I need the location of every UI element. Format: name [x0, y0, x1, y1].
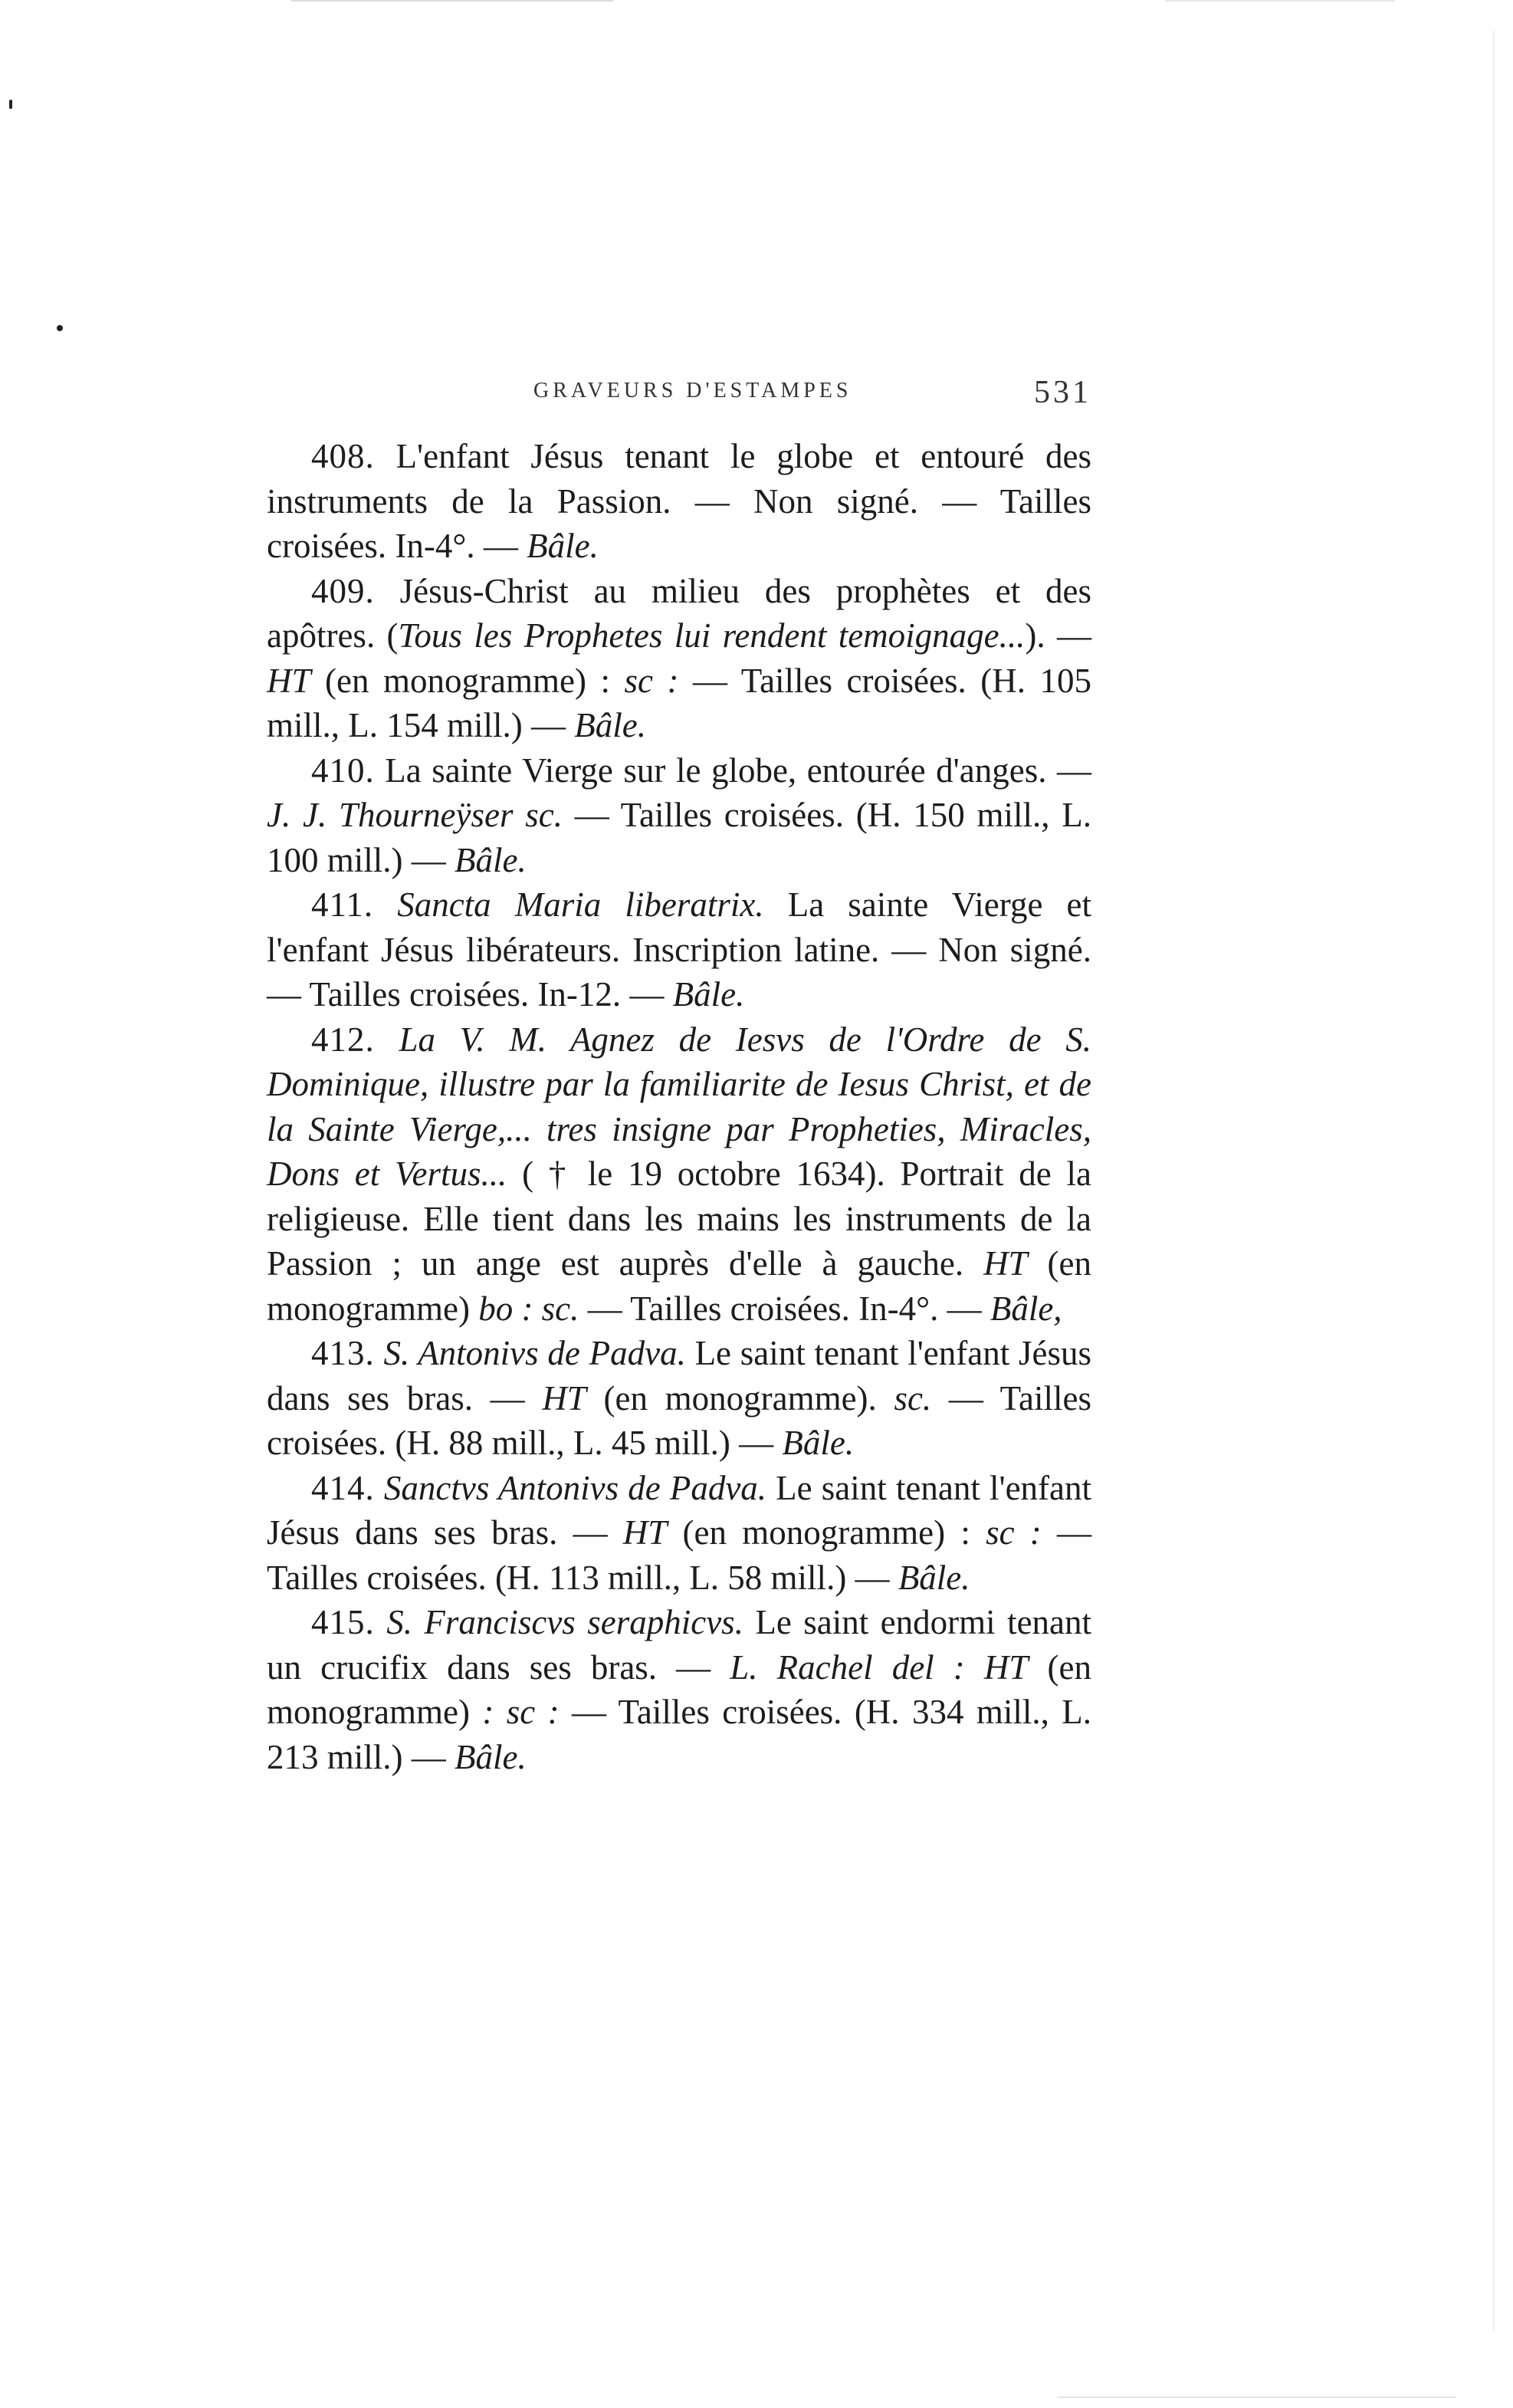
entry-number: 410.: [311, 751, 375, 790]
scan-edge-top: [291, 0, 613, 2]
entry-text: — Tailles croisées. (H. 88 mill., L. 45 mill.) —: [267, 1378, 1091, 1462]
page-number: 531: [1034, 375, 1091, 410]
entry-text: — Tailles croisées. In-4°. —: [579, 1289, 990, 1328]
entry-italic-text: Bâle,: [990, 1289, 1062, 1328]
entry-italic-text: sc.: [894, 1378, 932, 1418]
entry-number: 415.: [311, 1603, 375, 1641]
entry-italic-text: Bâle.: [672, 975, 745, 1013]
scan-edge-top-right: [1165, 0, 1395, 2]
entry-text: — Tailles croisées. (H. 150 mill., L. 100 mill.) —: [267, 796, 1091, 879]
entry-italic-text: L. Rachel del : HT: [730, 1647, 1029, 1687]
entry-text: — Tailles croisées. (H. 105 mill., L. 154 mill.) —: [267, 661, 1091, 744]
entry-italic-text: S. Franciscvs seraphicvs.: [386, 1603, 743, 1641]
entry-text: [373, 885, 397, 924]
entry-text: (en monogramme).: [586, 1378, 894, 1418]
entry-italic-text: sc :: [986, 1513, 1042, 1552]
entry-italic-text: HT: [542, 1378, 586, 1418]
catalogue-entries: [267, 434, 1091, 1779]
entry-number: 414.: [311, 1468, 375, 1507]
entry-text: (en monogramme): [267, 1244, 1091, 1328]
entry-number: 408.: [311, 437, 375, 475]
entry-number: 409.: [311, 571, 375, 610]
catalogue-entry: [267, 882, 1091, 1017]
entry-text: [375, 1020, 399, 1059]
running-head: [267, 374, 1091, 420]
entry-italic-text: La V. M. Agnez de Iesvs de l'Ordre de S. Dominique, illustre par la familiarite de Iesus Christ, et de la Sainte Vierge,... tres insigne par Propheties, Miracles, Dons et Vertus...: [267, 1020, 1091, 1193]
catalogue-entry: [267, 748, 1091, 883]
entry-number: 411.: [311, 885, 374, 924]
entry-text: La sainte Vierge sur le globe, entourée d'anges. —: [374, 751, 1091, 790]
entry-text: (en monogramme) :: [667, 1513, 986, 1552]
scan-edge-bottom: [1058, 2397, 1456, 2398]
catalogue-entry: [267, 1017, 1091, 1332]
entry-text: ( † le 19 octobre 1634). Portrait de la religieuse. Elle tient dans les mains les instruments de la Passion ; un ange est auprès d'elle à gauche.: [267, 1155, 1091, 1283]
entry-text: — Tailles croisées. (H. 334 mill., L. 213 mill.) —: [267, 1693, 1091, 1776]
entry-italic-text: Bâle.: [574, 706, 646, 744]
catalogue-entry: [267, 434, 1091, 569]
entry-number: 412.: [311, 1020, 375, 1059]
catalogue-entry: [267, 1466, 1091, 1601]
catalogue-entry: [267, 1331, 1091, 1466]
entry-italic-text: Bâle.: [455, 1737, 527, 1776]
entry-text: (en monogramme) :: [310, 661, 625, 700]
catalogue-entry: [267, 569, 1091, 748]
entry-italic-text: Bâle.: [898, 1558, 970, 1597]
entry-text: [375, 1603, 386, 1641]
entry-text: [375, 1334, 384, 1372]
entry-italic-text: HT: [983, 1244, 1028, 1283]
entry-italic-text: J. J. Thourneÿser sc.: [267, 796, 563, 834]
entry-text: Le saint endormi tenant un crucifix dans ses bras. —: [267, 1603, 1092, 1687]
entry-text: [375, 1469, 384, 1507]
entry-text: ). —: [1025, 616, 1091, 655]
entry-number: 413.: [311, 1334, 375, 1372]
entry-italic-text: Bâle.: [782, 1424, 855, 1462]
entry-italic-text: : sc :: [482, 1693, 560, 1731]
entry-text: (en monogramme): [267, 1647, 1091, 1731]
ink-speck: [57, 325, 63, 331]
catalogue-entry: [267, 1600, 1091, 1779]
entry-italic-text: Tous les Prophetes lui rendent temoignage...: [398, 616, 1026, 655]
entry-italic-text: sc :: [624, 661, 679, 700]
entry-text: Le saint tenant l'enfant Jésus dans ses bras. —: [267, 1334, 1091, 1418]
ink-speck: [9, 100, 12, 109]
entry-italic-text: HT: [267, 661, 311, 700]
entry-italic-text: Sancta Maria liberatrix.: [397, 885, 764, 924]
entry-text: Le saint tenant l'enfant Jésus dans ses bras. —: [267, 1468, 1092, 1552]
entry-text: Jésus-Christ au milieu des prophètes et des apôtres. (: [267, 571, 1091, 655]
entry-italic-text: S. Antonivs de Padva.: [383, 1334, 686, 1372]
page-title: GRAVEURS D'ESTAMPES: [533, 379, 852, 402]
entry-text: L'enfant Jésus tenant le globe et entouré des instruments de la Passion. — Non signé. — Tailles croisées. In-4°. —: [267, 437, 1091, 565]
entry-italic-text: Bâle.: [455, 840, 527, 879]
entry-italic-text: Sanctvs Antonivs de Padva.: [383, 1468, 767, 1507]
entry-italic-text: HT: [622, 1513, 668, 1552]
entry-text: La sainte Vierge et l'enfant Jésus libérateurs. Inscription latine. — Non signé. — Tailles croisées. In-12. —: [267, 885, 1091, 1013]
scan-edge-right: [1493, 31, 1495, 2331]
entry-text: — Tailles croisées. (H. 113 mill., L. 58 mill.) —: [267, 1513, 1091, 1597]
entry-italic-text: Bâle.: [527, 527, 599, 565]
entry-italic-text: bo : sc.: [478, 1289, 579, 1328]
